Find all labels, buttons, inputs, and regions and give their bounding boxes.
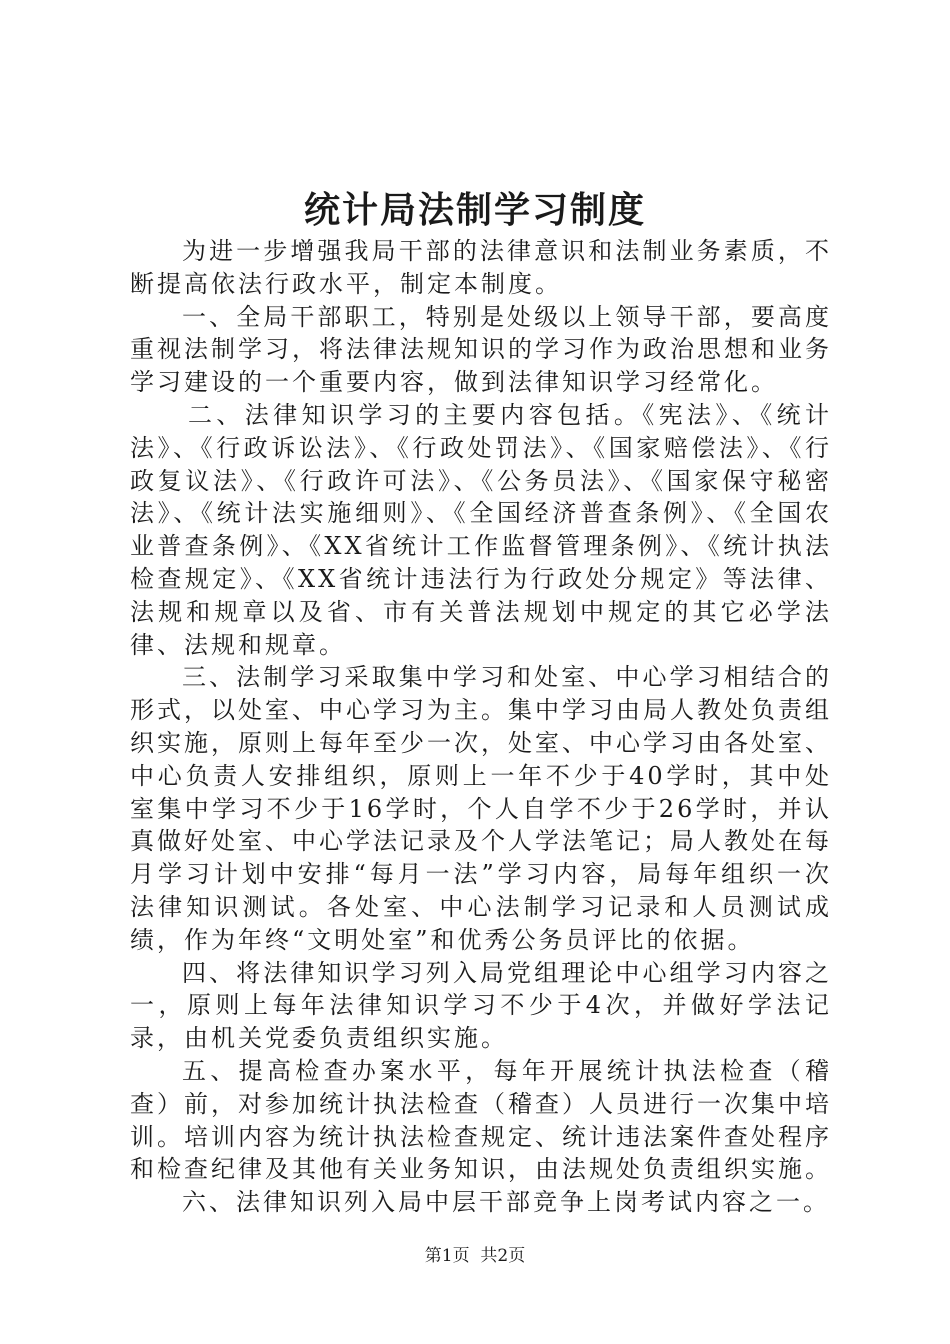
paragraph-6: 六、法律知识列入局中层干部竞争上岗考试内容之一。 bbox=[182, 1188, 830, 1217]
document-body bbox=[130, 235, 832, 1219]
paragraph-1: 一、全局干部职工，特别是处级以上领导干部，要高度重视法制学习，将法律法规知识的学习作为政治思想和业务学习建设的一个重要内容，做到法律知识学习经常化。 bbox=[130, 302, 832, 397]
page-number-label: 第1页 共2页 bbox=[424, 1246, 526, 1266]
paragraph-3: 三、法制学习采取集中学习和处室、中心学习相结合的形式，以处室、中心学习为主。集中学习由局人教处负责组织实施，原则上每年至少一次，处室、中心学习由各处室、中心负责人安排组织，原则上一年不少于40学时，其中处室集中学习不少于16学时，个人自学不少于26学时，并认真做好处室、中心学法记录及个人学法笔记；局人教处在每月学习计划中安排“每月一法”学习内容，局每年组织一次法律知识测试。各处室、中心法制学习记录和人员测试成绩，作为年终“文明处室”和优秀公务员评比的依据。 bbox=[130, 663, 832, 954]
document-title: 统计局法制学习制度 bbox=[303, 189, 646, 231]
page-footer bbox=[0, 1244, 950, 1268]
paragraph-intro: 为进一步增强我局干部的法律意识和法制业务素质，不断提高依法行政水平，制定本制度。 bbox=[130, 237, 832, 298]
paragraph-2: 二、法律知识学习的主要内容包括。《宪法》、《统计法》、《行政诉讼法》、《行政处罚法》、《国家赔偿法》、《行政复议法》、《行政许可法》、《公务员法》、《国家保守秘密法》、《统计法实施细则》、《全国经济普查条例》、《全国农业普查条例》、《XX省统计工作监督管理条例》、《统计执法检查规定》、《XX省统计违法行为行政处分规定》等法律、法规和规章以及省、市有关普法规划中规定的其它必学法律、法规和规章。 bbox=[130, 400, 832, 659]
paragraph-4: 四、将法律知识学习列入局党组理论中心组学习内容之一，原则上每年法律知识学习不少于4次，并做好学法记录，由机关党委负责组织实施。 bbox=[130, 958, 832, 1053]
paragraph-5: 五、提高检查办案水平，每年开展统计执法检查（稽查）前，对参加统计执法检查（稽查）人员进行一次集中培训。培训内容为统计执法检查规定、统计违法案件查处程序和检查纪律及其他有关业务知识，由法规处负责组织实施。 bbox=[130, 1056, 832, 1184]
